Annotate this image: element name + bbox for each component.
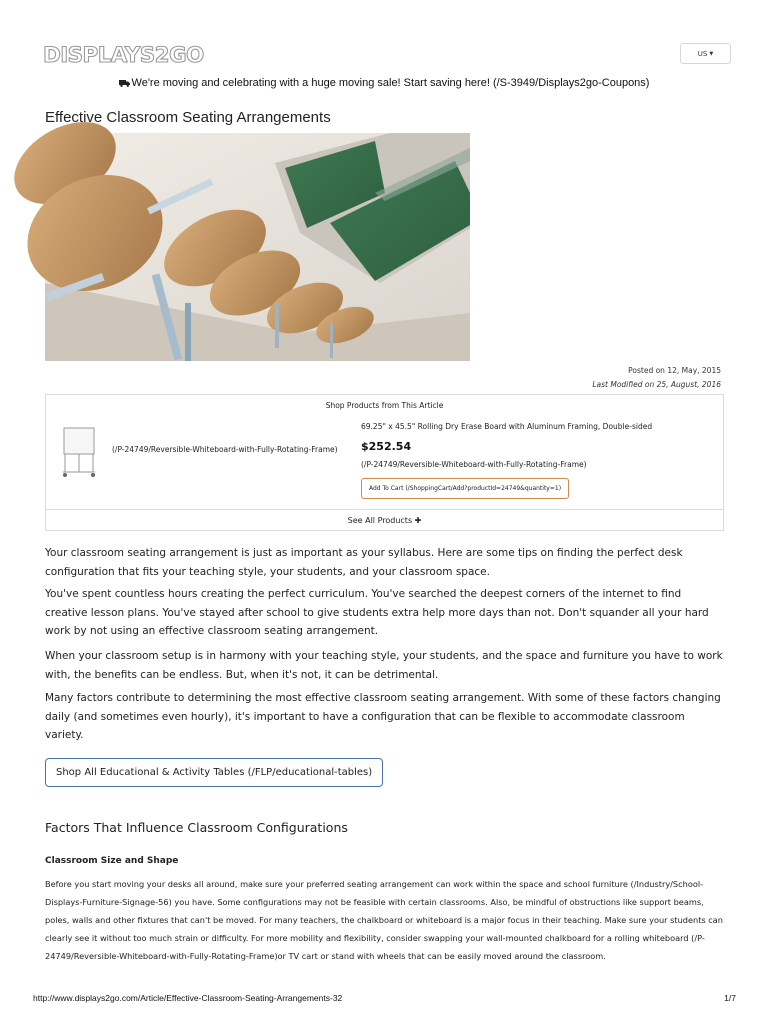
truck-icon	[119, 79, 130, 87]
article-title: Effective Classroom Seating Arrangements	[45, 109, 331, 126]
shop-products-heading: Shop Products from This Article	[325, 401, 444, 410]
page-number: 1/7	[724, 993, 736, 1003]
see-all-products-link[interactable]	[46, 509, 723, 532]
classroom-desks-photo	[45, 133, 470, 361]
body-paragraph-3: Many factors contribute to determining the most effective classroom seating arrangement. With some of these factors changing daily (and sometimes even hourly), it's important to have a configuration that can be flexible to accommodate classroom variety.	[45, 692, 721, 741]
whiteboard-thumbnail[interactable]	[61, 424, 97, 478]
product-name[interactable]: 69.25" x 45.5" Rolling Dry Erase Board with Aluminum Framing, Double-sided	[361, 422, 653, 431]
logo-graphic	[42, 40, 204, 68]
shop-educational-tables-button[interactable]: Shop All Educational & Activity Tables (/FLP/educational-tables)	[45, 758, 383, 787]
promo-text: We're moving and celebrating with a huge moving sale! Start saving here! (/S-3949/Displays2go-Coupons)	[131, 77, 650, 89]
thumbnail-product-link[interactable]: (/P-24749/Reversible-Whiteboard-with-Fully-Rotating-Frame)	[112, 445, 338, 454]
intro-paragraph: Your classroom seating arrangement is just as important as your syllabus. Here are some tips on finding the perfect desk configuration that fits your teaching style, your students, and your classroom space.	[45, 547, 683, 578]
plus-icon: ✚	[414, 516, 422, 525]
body-paragraph-1: You've spent countless hours creating the perfect curriculum. You've searched the deepest corners of the internet to find creative lesson plans. You've stayed after school to give students extra help more days than not. Don't squander all your hard work by not using an effective classroom seating arrangement.	[45, 588, 709, 637]
posted-date: Posted on 12, May, 2015	[628, 366, 721, 375]
caret-down-icon: ▼	[709, 50, 714, 57]
product-link[interactable]: (/P-24749/Reversible-Whiteboard-with-Fully-Rotating-Frame)	[361, 460, 587, 469]
modified-date: Last Modified on 25, August, 2016	[592, 380, 721, 389]
see-all-label: See All Products	[347, 516, 413, 525]
shop-products-box	[45, 394, 724, 531]
classroom-hero-image	[45, 133, 470, 361]
footer-url: http://www.displays2go.com/Article/Effective-Classroom-Seating-Arrangements-32	[33, 993, 343, 1003]
section-heading: Factors That Influence Classroom Configurations	[45, 820, 348, 835]
promo-banner[interactable]	[0, 77, 768, 89]
country-selector[interactable]	[680, 43, 731, 64]
displays2go-logo[interactable]	[42, 40, 204, 68]
section-body: Before you start moving your desks all around, make sure your preferred seating arrangement can work within the space and school furniture (/Industry/School-Displays-Furniture-Signage-56) you have. Some configurations may not be feasible with certain classrooms. Also, be mindful of obstructions like support beams, poles, walls and other fixtures that can't be moved. For many teachers, the chalkboard or whiteboard is a major focus in their teaching. Make sure your students can clearly see it without too much strain or difficulty. For more mobility and flexibility, consider swapping your wall-mounted chalkboard for a rolling whiteboard (/P-24749/Reversible-Whiteboard-with-Fully-Rotating-Frame)or TV cart or stand with wheels that can be easily moved around the classroom.	[45, 879, 724, 962]
add-to-cart-button[interactable]: Add To Cart (/ShoppingCart/Add?productId=24749&quantity=1)	[361, 478, 569, 499]
body-paragraph-2: When your classroom setup is in harmony with your teaching style, your students, and the space and furniture you have to work with, the benefits can be endless. But, when it's not, it can be detrimental.	[45, 650, 723, 681]
svg-text:DISPLAYS2GO: DISPLAYS2GO	[43, 43, 204, 68]
country-label: US	[697, 49, 708, 58]
article-meta	[592, 364, 721, 392]
product-price: $252.54	[361, 440, 412, 453]
section-subheading: Classroom Size and Shape	[45, 856, 179, 866]
